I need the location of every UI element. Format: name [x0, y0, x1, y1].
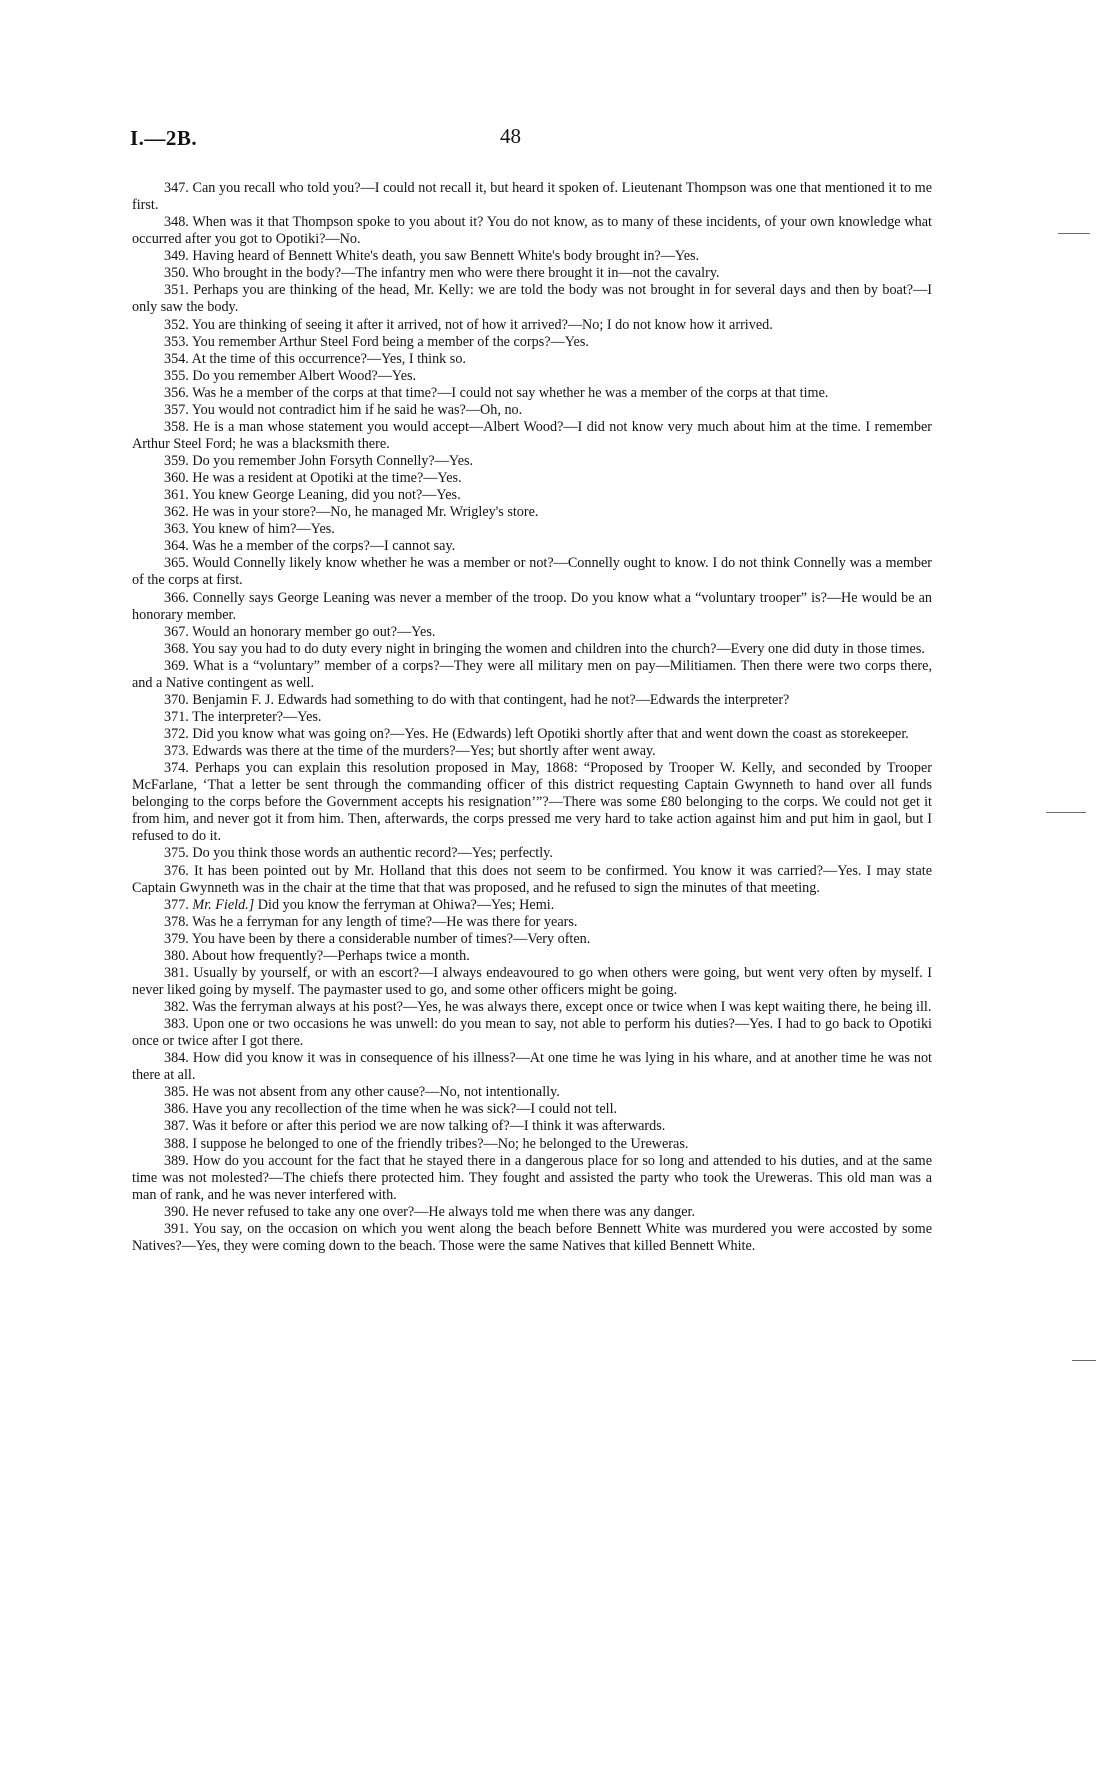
- qa-text: Would an honorary member go out?—Yes.: [192, 623, 436, 640]
- question-number: 364.: [164, 538, 189, 555]
- qa-text: Do you remember Albert Wood?—Yes.: [192, 367, 417, 384]
- question-number: 359.: [164, 453, 189, 469]
- question-number: 362.: [164, 504, 189, 521]
- qa-paragraph: [132, 1118, 932, 1135]
- question-number: 358.: [164, 418, 189, 435]
- qa-text: He never refused to take any one over?—He always told me when there was any danger.: [192, 1203, 696, 1220]
- qa-text: Connelly says George Leaning was never a member of the troop. Do you know what a “voluntary trooper” is?—He would be an honorary member.: [132, 589, 932, 623]
- qa-paragraph: [132, 317, 932, 334]
- qa-paragraph: [132, 1101, 932, 1118]
- question-number: 347.: [164, 180, 189, 196]
- qa-paragraph: [132, 897, 932, 914]
- qa-paragraph: [132, 965, 932, 999]
- question-number: 391.: [164, 1220, 189, 1237]
- qa-paragraph: [132, 743, 932, 760]
- qa-paragraph: [132, 555, 932, 589]
- qa-text: At the time of this occurrence?—Yes, I think so.: [191, 350, 466, 367]
- qa-text: You knew George Leaning, did you not?—Yes.: [191, 487, 461, 504]
- qa-paragraph: [132, 760, 932, 845]
- question-number: 390.: [164, 1203, 189, 1220]
- qa-text: He was a resident at Opotiki at the time?—Yes.: [192, 470, 462, 487]
- qa-paragraph: [132, 504, 932, 521]
- qa-paragraph: [132, 1016, 932, 1050]
- qa-paragraph: [132, 641, 932, 658]
- question-number: 381.: [164, 964, 189, 981]
- qa-paragraph: [132, 1050, 932, 1084]
- qa-paragraph: [132, 385, 932, 402]
- qa-paragraph: [132, 624, 932, 641]
- qa-text: You remember Arthur Steel Ford being a member of the corps?—Yes.: [191, 333, 589, 350]
- qa-paragraph: [132, 180, 932, 214]
- page-header: [130, 126, 940, 156]
- question-number: 385.: [164, 1084, 189, 1101]
- question-number: 389.: [164, 1152, 189, 1169]
- question-number: 383.: [164, 1016, 189, 1033]
- qa-paragraph: [132, 914, 932, 931]
- qa-text: Who brought in the body?—The infantry men who were there brought it in—not the cavalry.: [192, 265, 720, 282]
- qa-paragraph: [132, 265, 932, 282]
- speaker-label: Mr. Field.]: [192, 896, 255, 913]
- qa-text: What is a “voluntary” member of a corps?—They were all military men on pay—Militiamen. Then there were two corps there, and a Native contingent as well.: [132, 657, 932, 691]
- question-number: 368.: [164, 640, 189, 657]
- qa-paragraph: [132, 368, 932, 385]
- testimony-body: [132, 180, 932, 1255]
- question-number: 384.: [164, 1050, 189, 1067]
- qa-paragraph: [132, 248, 932, 265]
- qa-text: Was it before or after this period we are now talking of?—I think it was afterwards.: [192, 1118, 666, 1135]
- question-number: 350.: [164, 265, 189, 282]
- qa-text: When was it that Thompson spoke to you about it? You do not know, as to many of these incidents, of your own knowledge what occurred after you got to Opotiki?—No.: [132, 214, 932, 248]
- question-number: 379.: [164, 930, 189, 947]
- qa-text: You say you had to do duty every night in bringing the women and children into the church?—Every one did duty in those times.: [191, 640, 925, 657]
- question-number: 388.: [164, 1135, 189, 1152]
- qa-text: Benjamin F. J. Edwards had something to do with that contingent, had he not?—Edwards the interpreter?: [192, 691, 790, 708]
- qa-text: Upon one or two occasions he was unwell: do you mean to say, not able to perform his duties?—Yes. I had to go back to Opotiki once or twice after I got there.: [132, 1016, 932, 1050]
- question-number: 386.: [164, 1101, 189, 1118]
- qa-paragraph: [132, 726, 932, 743]
- qa-paragraph: [132, 999, 932, 1016]
- question-number: 370.: [164, 691, 189, 708]
- qa-text: Have you any recollection of the time when he was sick?—I could not tell.: [192, 1101, 618, 1118]
- question-number: 349.: [164, 248, 189, 265]
- qa-paragraph: [132, 658, 932, 692]
- qa-text: Was the ferryman always at his post?—Yes, he was always there, except once or twice when I was kept waiting there, he being ill.: [192, 999, 932, 1015]
- qa-text: Edwards was there at the time of the murders?—Yes; but shortly after went away.: [192, 743, 656, 760]
- qa-text: How do you account for the fact that he stayed there in a dangerous place for so long and attended to his duties, and at the same time was not molested?—The chiefs there protected him. They fought and assisted the party who took the Ureweras. This old man was a man of rank, and he was never interfered with.: [132, 1152, 932, 1203]
- qa-paragraph: [132, 470, 932, 487]
- qa-paragraph: [132, 214, 932, 248]
- question-number: 372.: [164, 726, 189, 742]
- question-number: 378.: [164, 913, 189, 930]
- question-number: 353.: [164, 333, 189, 350]
- qa-text: About how frequently?—Perhaps twice a month.: [191, 947, 470, 964]
- question-number: 376.: [164, 862, 189, 879]
- qa-paragraph: [132, 863, 932, 897]
- qa-text: You are thinking of seeing it after it arrived, not of how it arrived?—No; I do not know how it arrived.: [191, 316, 773, 333]
- qa-paragraph: [132, 419, 932, 453]
- qa-paragraph: [132, 845, 932, 862]
- qa-paragraph: [132, 402, 932, 419]
- qa-text: You would not contradict him if he said he was?—Oh, no.: [191, 401, 523, 418]
- qa-text: Was he a member of the corps at that time?—I could not say whether he was a member of the corps at that time.: [192, 384, 829, 401]
- question-number: 357.: [164, 401, 189, 418]
- qa-text: Did you know the ferryman at Ohiwa?—Yes; Hemi.: [257, 896, 555, 913]
- qa-text: Do you think those words an authentic record?—Yes; perfectly.: [192, 845, 553, 862]
- qa-paragraph: [132, 692, 932, 709]
- qa-text: Perhaps you are thinking of the head, Mr. Kelly: we are told the body was not brought in for several days and then by boat?—I only saw the body.: [132, 282, 932, 316]
- question-number: 360.: [164, 470, 189, 487]
- question-number: 351.: [164, 282, 189, 299]
- question-number: 373.: [164, 743, 189, 760]
- qa-text: Would Connelly likely know whether he was a member or not?—Connelly ought to know. I do not think Connelly was a member of the corps at first.: [132, 555, 932, 589]
- margin-mark: [1046, 812, 1086, 813]
- qa-text: He was in your store?—No, he managed Mr. Wrigley's store.: [192, 504, 539, 521]
- qa-paragraph: [132, 538, 932, 555]
- qa-text: You say, on the occasion on which you went along the beach before Bennett White was murdered you were accosted by some Natives?—Yes, they were coming down to the beach. Those were the same Natives that killed Bennett White.: [132, 1220, 932, 1254]
- qa-text: You have been by there a considerable number of times?—Very often.: [191, 930, 591, 947]
- question-number: 380.: [164, 947, 189, 964]
- qa-text: He was not absent from any other cause?—No, not intentionally.: [192, 1084, 560, 1101]
- qa-text: I suppose he belonged to one of the friendly tribes?—No; he belonged to the Ureweras.: [192, 1135, 689, 1152]
- qa-paragraph: [132, 453, 932, 470]
- margin-mark: [1072, 1360, 1096, 1361]
- qa-text: Can you recall who told you?—I could not recall it, but heard it spoken of. Lieutenant Thompson was one that mentioned it to me first.: [132, 180, 933, 214]
- question-number: 365.: [164, 555, 189, 572]
- qa-text: The interpreter?—Yes.: [192, 708, 322, 725]
- question-number: 366.: [164, 589, 189, 606]
- qa-text: Was he a member of the corps?—I cannot say.: [192, 538, 456, 555]
- qa-text: He is a man whose statement you would accept—Albert Wood?—I did not know very much about him at the time. I remember Arthur Steel Ford; he was a blacksmith there.: [132, 418, 932, 452]
- qa-text: You knew of him?—Yes.: [191, 521, 335, 538]
- question-number: 387.: [164, 1118, 189, 1135]
- qa-text: Was he a ferryman for any length of time?—He was there for years.: [192, 913, 578, 930]
- question-number: 367.: [164, 623, 189, 640]
- margin-mark: [1058, 233, 1090, 234]
- question-number: 374.: [164, 760, 189, 777]
- qa-paragraph: [132, 1153, 932, 1204]
- qa-text: Usually by yourself, or with an escort?—I always endeavoured to go when others were going, but went very often by myself. I never liked going by myself. The paymaster used to go, and some other officers might be going.: [132, 964, 932, 998]
- question-number: 371.: [164, 708, 189, 725]
- question-number: 352.: [164, 316, 189, 333]
- qa-paragraph: [132, 590, 932, 624]
- qa-paragraph: [132, 931, 932, 948]
- question-number: 354.: [164, 350, 189, 367]
- qa-text: How did you know it was in consequence of his illness?—At one time he was lying in his whare, and at another time he was not there at all.: [132, 1050, 932, 1084]
- question-number: 377.: [164, 896, 189, 913]
- qa-paragraph: [132, 487, 932, 504]
- qa-paragraph: [132, 1136, 932, 1153]
- question-number: 355.: [164, 367, 189, 384]
- qa-text: Perhaps you can explain this resolution proposed in May, 1868: “Proposed by Trooper W. Kelly, and seconded by Trooper McFarlane, ‘That a letter be sent through the commanding officer of this district requesting Captain Gwynneth to hand over all funds belonging to the corps before the Government accepts his resignation’”?—There was some £80 belonging to the corps. We could not get it from him, and never got it from him. Then, afterwards, the corps pressed me very hard to take action against him and put him in gaol, but I refused to do it.: [132, 760, 932, 845]
- question-number: 361.: [164, 487, 189, 504]
- question-number: 375.: [164, 845, 189, 862]
- qa-text: Having heard of Bennett White's death, you saw Bennett White's body brought in?—Yes.: [192, 248, 700, 265]
- qa-paragraph: [132, 334, 932, 351]
- question-number: 369.: [164, 657, 189, 674]
- question-number: 348.: [164, 214, 189, 231]
- question-number: 382.: [164, 999, 189, 1015]
- qa-paragraph: [132, 1204, 932, 1221]
- qa-text: Do you remember John Forsyth Connelly?—Yes.: [192, 453, 474, 469]
- qa-paragraph: [132, 1084, 932, 1101]
- qa-paragraph: [132, 709, 932, 726]
- qa-paragraph: [132, 521, 932, 538]
- qa-text: It has been pointed out by Mr. Holland that this does not seem to be confirmed. You know it was carried?—Yes. I may state Captain Gwynneth was in the chair at the time that that was proposed, and he refused to sign the minutes of that meeting.: [132, 862, 932, 896]
- document-code: I.—2B.: [130, 126, 198, 150]
- qa-paragraph: [132, 351, 932, 368]
- question-number: 363.: [164, 521, 189, 538]
- question-number: 356.: [164, 384, 189, 401]
- qa-paragraph: [132, 282, 932, 316]
- page-number: 48: [500, 124, 521, 148]
- qa-text: Did you know what was going on?—Yes. He (Edwards) left Opotiki shortly after that and went down the coast as storekeeper.: [192, 726, 909, 742]
- qa-paragraph: [132, 1221, 932, 1255]
- qa-paragraph: [132, 948, 932, 965]
